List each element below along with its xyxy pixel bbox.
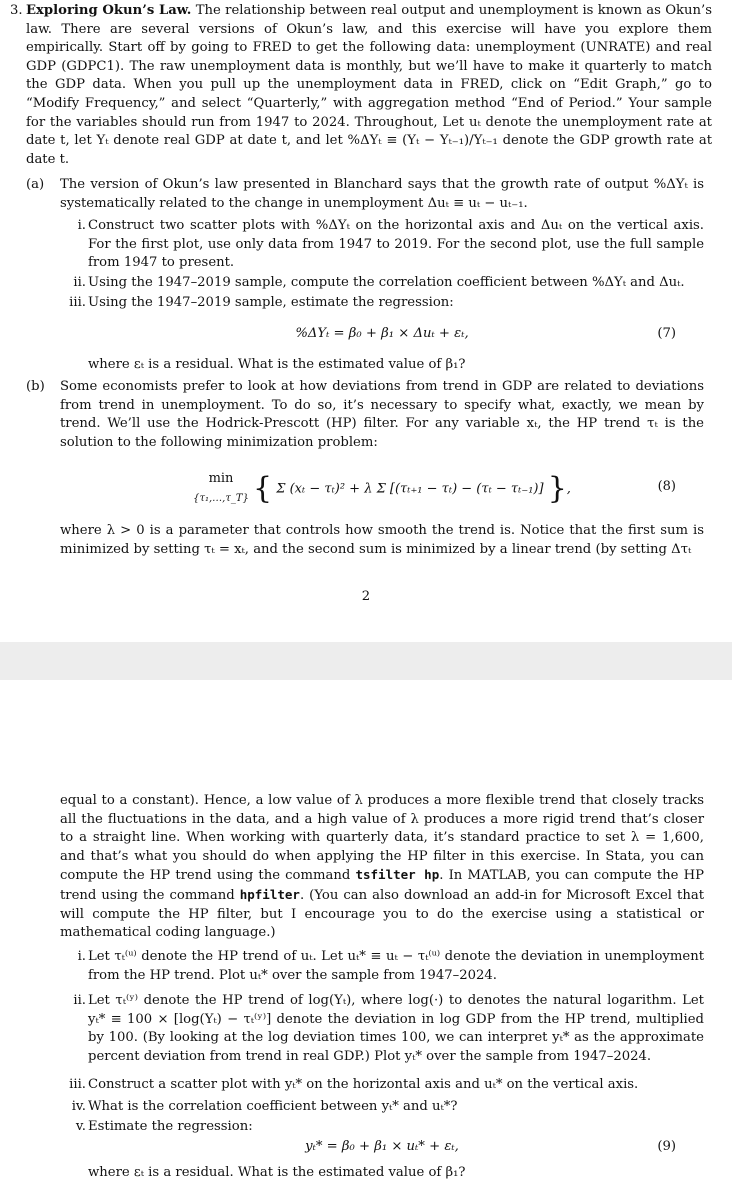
problem-intro-text: The relationship between real output and unemployment is known as Okun’s law. There are several versions of Okun’s law, and this exercise will have you explore them empirically. Start off by going to FRED to get the following data: unemployment (UNRATE) and real GDP (GDPC1). The raw unemployment data is monthly, but we’ll have to make it quarterly to match the GDP data. When you pull up the unemployment data in FRED, click on “Edit Graph,” go to “Modify Frequency,” and select “Quarterly,” with aggregation method “End of Period.” Your sample for the variables should run from 1947 to 2024. Throughout, Let uₜ denote the unemployment rate at date t, let Yₜ denote real GDP at date t, and let %ΔYₜ ≡ (Yₜ − Yₜ₋₁)/Yₜ₋₁ denote the GDP growth rate at date t.	[26, 3, 712, 167]
part-b-after-2-text-b: . In MATLAB, you can compute the HP trend using the command	[60, 868, 704, 903]
part-b-item-2	[60, 992, 704, 1066]
item-label: ii.	[73, 275, 86, 290]
item-label: iii.	[69, 295, 86, 310]
item-text: Construct a scatter plot with yₜ* on the horizontal axis and uₜ* on the vertical axis.	[88, 1077, 639, 1092]
equation-9	[60, 1138, 704, 1157]
item-text: Using the 1947–2019 sample, estimate the regression:	[88, 295, 454, 310]
item-text: What is the correlation coefficient between yₜ* and uₜ*?	[88, 1099, 458, 1114]
part-b-text: Some economists prefer to look at how deviations from trend in GDP are related to deviations from trend in unemployment. To do so, it’s necessary to specify what, exactly, we mean by trend. We’ll use the Hodrick-Prescott (HP) filter. For any variable xₜ, the HP trend τₜ is the solution to the following minimization problem:	[60, 379, 704, 450]
equation-7	[60, 325, 704, 344]
item-text: Using the 1947–2019 sample, compute the correlation coefficient between %ΔYₜ and Δuₜ.	[88, 275, 685, 290]
part-b-item-5	[60, 1118, 704, 1137]
item-label: v.	[75, 1119, 86, 1134]
equation-8-min: min {τ₁,…,τ_T}	[193, 471, 249, 504]
part-a-text: The version of Okun’s law presented in Blanchard says that the growth rate of output %ΔYₜ is systematically related to the change in unemployment Δuₜ ≡ uₜ − uₜ₋₁.	[60, 177, 704, 211]
item-text: Estimate the regression:	[88, 1119, 253, 1134]
item-text: Let τₜ⁽ʸ⁾ denote the HP trend of log(Yₜ), where log(·) to denotes the natural logarithm. Let yₜ* ≡ 100 × [log(Yₜ) − τₜ⁽ʸ⁾] denote the deviation in log GDP from the HP trend, multiplied by 100. (By looking at the log deviation times 100, we can interpret yₜ* as the approximate percent deviation from trend in real GDP.) Plot yₜ* over the sample from 1947–2024.	[88, 993, 704, 1064]
problem-intro	[10, 2, 712, 169]
item-label: ii.	[73, 993, 86, 1008]
part-a-item-1	[60, 217, 704, 273]
part-a-item-3	[60, 294, 704, 313]
problem-number: 3.	[10, 3, 23, 18]
equation-8: min {τ₁,…,τ_T} { Σ (xₜ − τₜ)² + λ Σ [(τₜ₊₁ − τₜ) − (τₜ − τₜ₋₁)] }, (8)	[60, 470, 704, 508]
stata-command: tsfilter hp	[355, 867, 440, 883]
part-b-after-2-text-a: equal to a constant). Hence, a low value of λ produces a more flexible trend that closely tracks all the fluctuations in the data, and a high value of λ produces a more rigid trend that’s closer to a straight line. When working with quarterly data, it’s standard practice to set λ = 1,600, and that’s what you should do when applying the HP filter in this exercise. In Stata, you can compute the HP trend using the command	[60, 793, 704, 884]
item-label: iv.	[71, 1099, 86, 1114]
part-a-after	[60, 356, 704, 375]
part-a-item-2	[60, 274, 704, 293]
item-text: Construct two scatter plots with %ΔYₜ on the horizontal axis and Δuₜ on the vertical axis. For the first plot, use only data from 1947 to 2019. For the second plot, use the full sample from 1947 to present.	[88, 218, 704, 271]
part-b-item-3	[60, 1076, 704, 1095]
right-brace-icon: }	[547, 470, 567, 506]
part-b-after-1	[60, 522, 704, 559]
page-2	[0, 680, 732, 1198]
part-a-after-text: where εₜ is a residual. What is the estimated value of β₁?	[88, 357, 466, 372]
part-b-after-3	[60, 1164, 704, 1183]
item-label: i.	[77, 949, 86, 964]
part-b-after-1-text: where λ > 0 is a parameter that controls how smooth the trend is. Notice that the first sum is minimized by setting τₜ = xₜ, and the second sum is minimized by a linear trend (by setting Δτₜ	[60, 523, 704, 557]
part-b-after-2-text-c: . (You can also download an add-in for Microsoft Excel that will compute the HP filter, but I encourage you to do the exercise using a statistical or mathematical coding language.)	[60, 887, 704, 941]
problem-title: Exploring Okun’s Law.	[26, 3, 192, 18]
item-label: i.	[77, 218, 86, 233]
equation-7-number: (7)	[657, 326, 676, 341]
item-label: iii.	[69, 1077, 86, 1092]
part-b-after-3-text: where εₜ is a residual. What is the estimated value of β₁?	[88, 1165, 466, 1180]
part-b	[26, 378, 704, 452]
part-a-label: (a)	[26, 177, 45, 192]
equation-9-body: yₜ* = β₀ + β₁ × uₜ* + εₜ,	[305, 1139, 459, 1154]
page-number: 2	[361, 589, 371, 604]
left-brace-icon: {	[253, 470, 273, 506]
part-b-label: (b)	[26, 379, 45, 394]
part-b-after-2	[60, 792, 704, 943]
equation-9-number: (9)	[657, 1139, 676, 1154]
equation-7-body: %ΔYₜ = β₀ + β₁ × Δuₜ + εₜ,	[295, 326, 469, 341]
equation-8-number: (8)	[657, 479, 676, 494]
part-b-item-1	[60, 948, 704, 985]
matlab-command: hpfilter	[239, 886, 300, 902]
part-a	[26, 176, 704, 213]
equation-8-body: Σ (xₜ − τₜ)² + λ Σ [(τₜ₊₁ − τₜ) − (τₜ − τₜ₋₁)]	[276, 481, 544, 497]
part-b-item-4	[60, 1098, 704, 1117]
page-gap	[0, 642, 732, 680]
item-text: Let τₜ⁽ᵘ⁾ denote the HP trend of uₜ. Let uₜ* ≡ uₜ − τₜ⁽ᵘ⁾ denote the deviation in unemployment from the HP trend. Plot uₜ* over the sample from 1947–2024.	[88, 949, 704, 983]
equation-8-min-subscript: {τ₁,…,τ_T}	[193, 492, 249, 504]
